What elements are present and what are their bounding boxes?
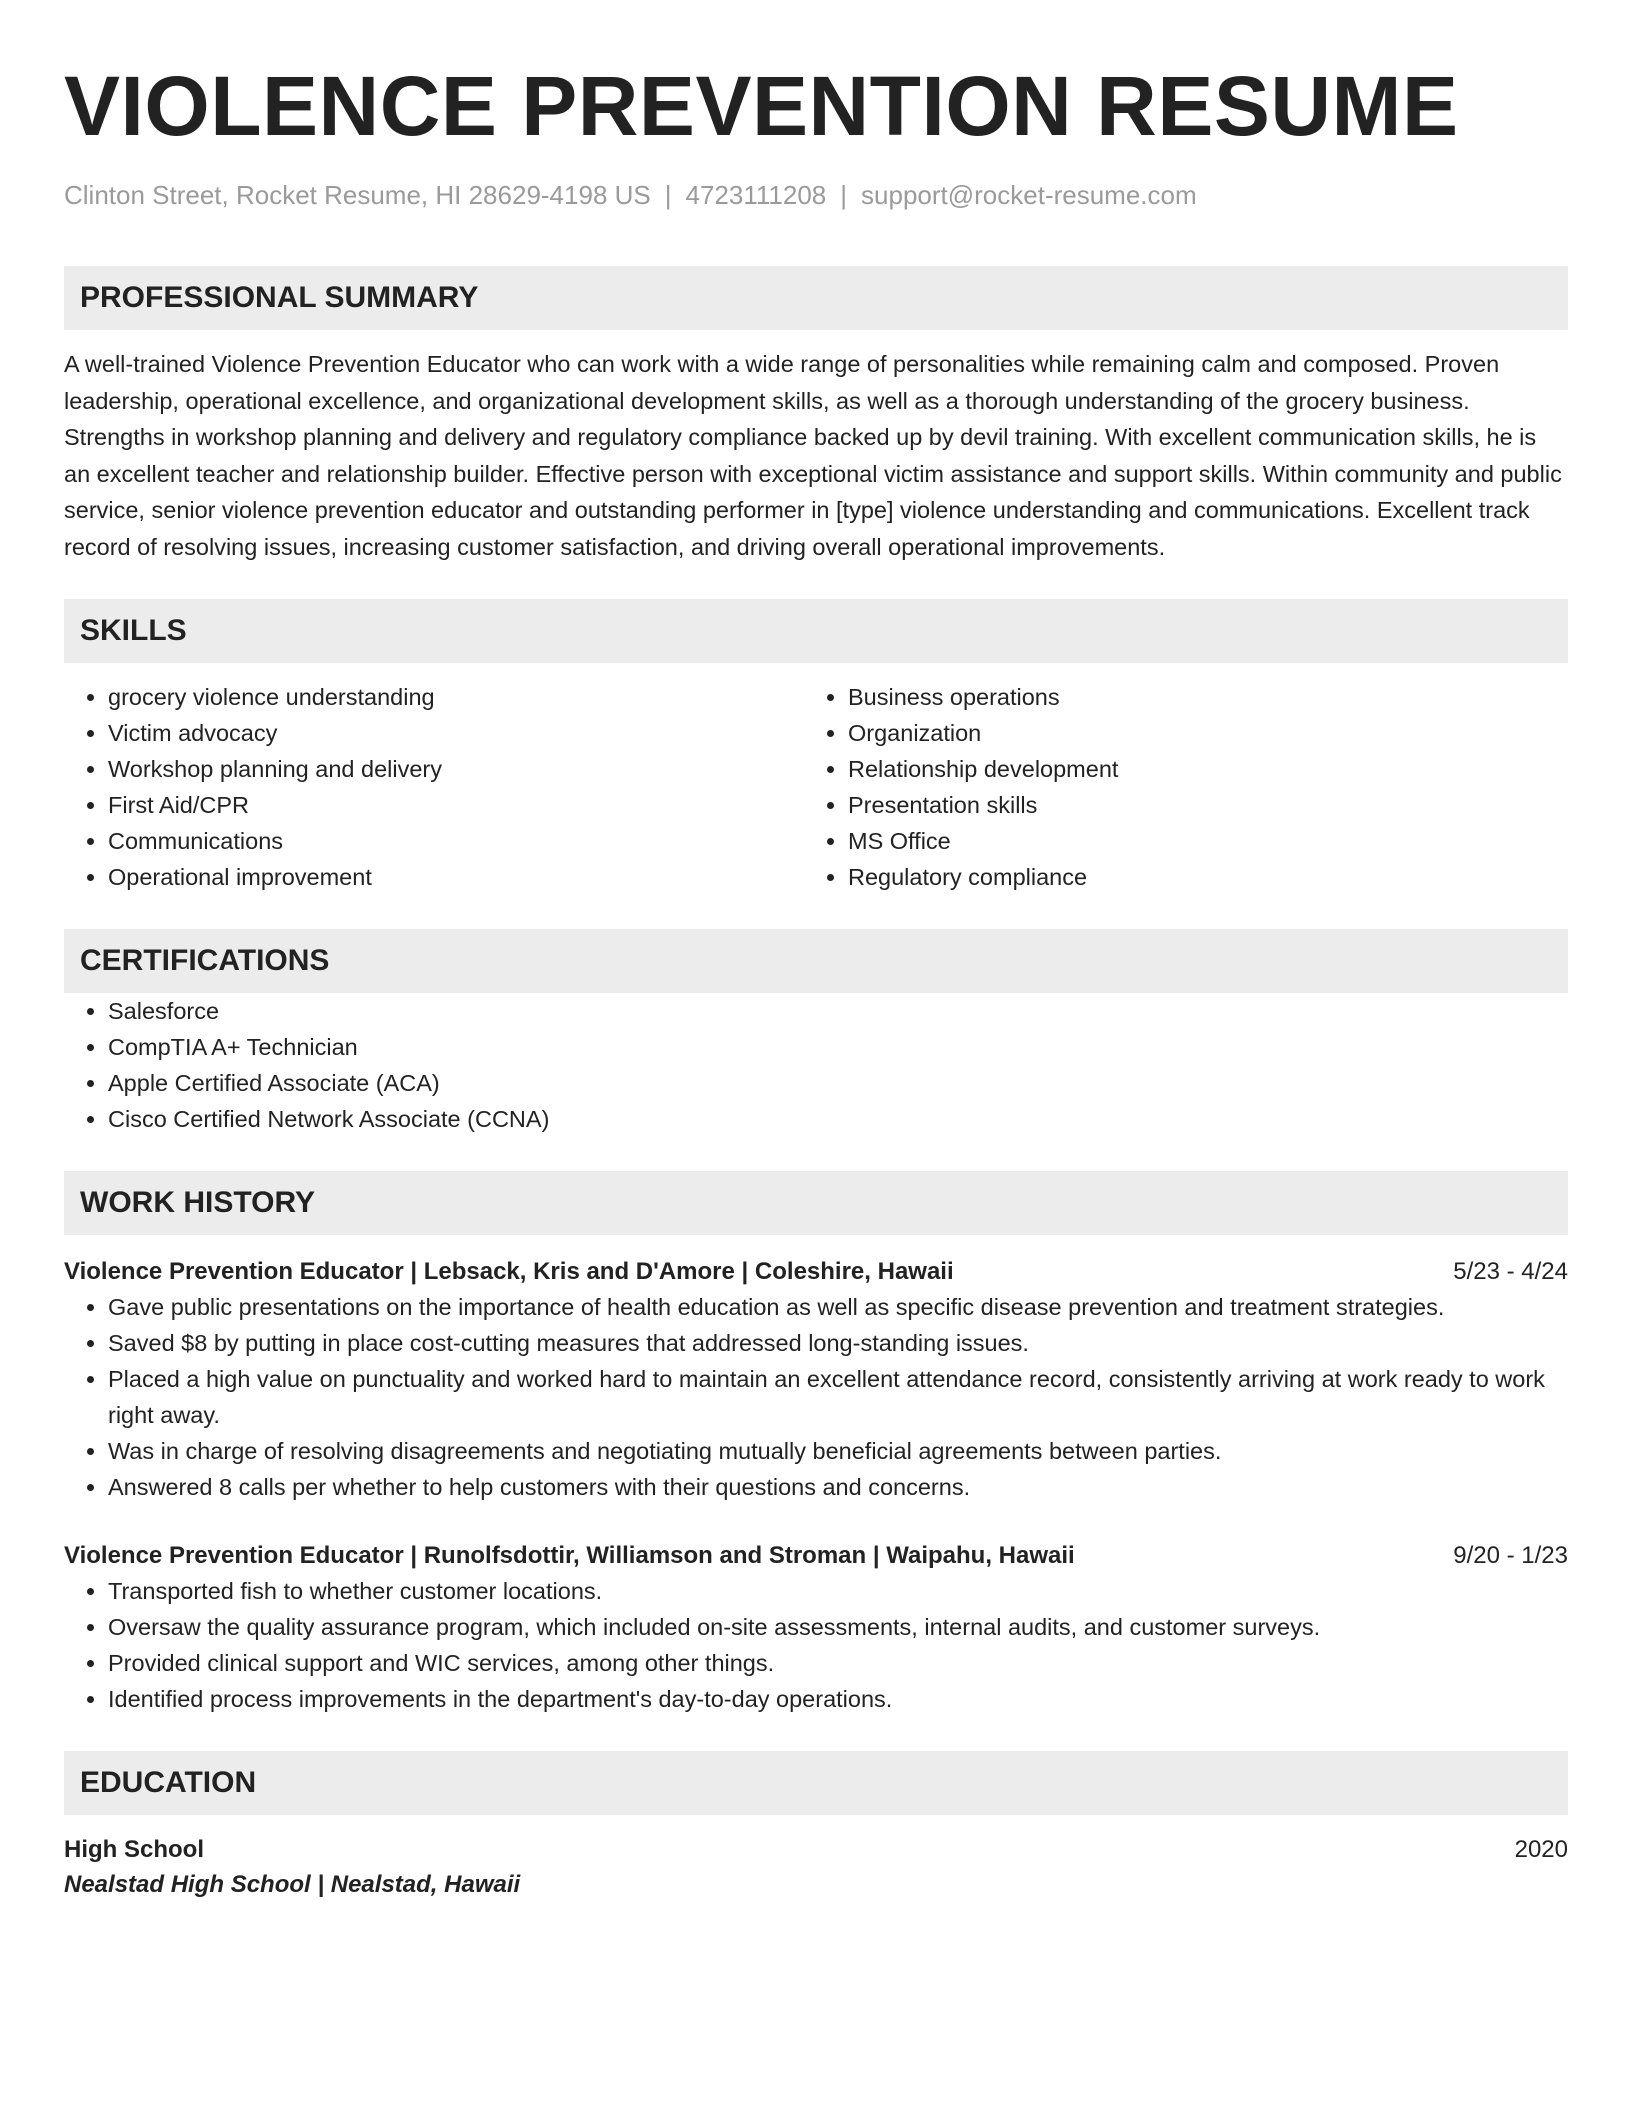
skill-item: • Communications bbox=[108, 823, 804, 859]
skill-item: • grocery violence understanding bbox=[108, 679, 804, 715]
skill-item: • Regulatory compliance bbox=[848, 859, 1568, 895]
job-bullet: • Saved $8 by putting in place cost-cutting measures that addressed long-standing issues. bbox=[108, 1325, 1568, 1361]
contact-email: support@rocket-resume.com bbox=[861, 180, 1197, 210]
section-heading-work-history: WORK HISTORY bbox=[64, 1171, 1568, 1235]
job-dates: 9/20 - 1/23 bbox=[1453, 1542, 1568, 1569]
job-bullet: • Provided clinical support and WIC services, among other things. bbox=[108, 1645, 1568, 1681]
section-heading-skills: SKILLS bbox=[64, 599, 1568, 663]
contact-line bbox=[64, 178, 1568, 212]
job-bullets bbox=[64, 1573, 1568, 1717]
certifications-list bbox=[64, 993, 1568, 1137]
job-bullet: • Identified process improvements in the department's day-to-day operations. bbox=[108, 1681, 1568, 1717]
certification-item: • Salesforce bbox=[108, 993, 1568, 1029]
certification-item: • Apple Certified Associate (ACA) bbox=[108, 1065, 1568, 1101]
job-bullet: • Oversaw the quality assurance program, which included on-site assessments, internal audits, and customer surveys. bbox=[108, 1609, 1568, 1645]
skill-item: • First Aid/CPR bbox=[108, 787, 804, 823]
skill-item: • Relationship development bbox=[848, 751, 1568, 787]
education-header bbox=[64, 1833, 1568, 1867]
skill-item: • Workshop planning and delivery bbox=[108, 751, 804, 787]
job-bullet: • Gave public presentations on the importance of health education as well as specific disease prevention and treatment strategies. bbox=[108, 1289, 1568, 1325]
summary-text: A well-trained Violence Prevention Educator who can work with a wide range of personalities while remaining calm and composed. Proven leadership, operational excellence, and organizational development skills, as well as a thorough understanding of the grocery business. Strengths in workshop planning and delivery and regulatory compliance backed up by devil training. With excellent communication skills, he is an excellent teacher and relationship builder. Effective person with exceptional victim assistance and support skills. Within community and public service, senior violence prevention educator and outstanding performer in [type] violence understanding and communications. Excellent track record of resolving issues, increasing customer satisfaction, and driving overall operational improvements. bbox=[64, 351, 1562, 560]
job-bullet: • Answered 8 calls per whether to help customers with their questions and concerns. bbox=[108, 1469, 1568, 1505]
skill-item: • Operational improvement bbox=[108, 859, 804, 895]
section-heading-education: EDUCATION bbox=[64, 1751, 1568, 1815]
section-heading-certifications: CERTIFICATIONS bbox=[64, 929, 1568, 993]
education-degree: High School bbox=[64, 1836, 204, 1863]
contact-separator: | bbox=[840, 180, 848, 210]
skill-item: • Presentation skills bbox=[848, 787, 1568, 823]
certification-item: • Cisco Certified Network Associate (CCNA) bbox=[108, 1101, 1568, 1137]
job-dates: 5/23 - 4/24 bbox=[1453, 1258, 1568, 1285]
job-bullet: • Placed a high value on punctuality and worked hard to maintain an excellent attendance record, consistently arriving at work ready to work right away. bbox=[108, 1361, 1568, 1433]
skill-item: • MS Office bbox=[848, 823, 1568, 859]
job-title: Violence Prevention Educator | Lebsack, Kris and D'Amore | Coleshire, Hawaii bbox=[64, 1258, 954, 1285]
skills-grid bbox=[64, 679, 1568, 895]
job-bullets bbox=[64, 1289, 1568, 1505]
education-year: 2020 bbox=[1514, 1836, 1568, 1863]
contact-phone: 4723111208 bbox=[685, 180, 827, 210]
skill-item: • Victim advocacy bbox=[108, 715, 804, 751]
job-header bbox=[64, 1539, 1568, 1573]
skill-item: • Business operations bbox=[848, 679, 1568, 715]
job-bullet: • Transported fish to whether customer locations. bbox=[108, 1573, 1568, 1609]
skills-list-right bbox=[804, 679, 1568, 895]
education-school: Nealstad High School | Nealstad, Hawaii bbox=[64, 1871, 521, 1898]
contact-separator: | bbox=[664, 180, 672, 210]
skill-item: • Organization bbox=[848, 715, 1568, 751]
job-bullet: • Was in charge of resolving disagreements and negotiating mutually beneficial agreements between parties. bbox=[108, 1433, 1568, 1469]
certification-item: • CompTIA A+ Technician bbox=[108, 1029, 1568, 1065]
skills-list-left bbox=[64, 679, 804, 895]
job-title: Violence Prevention Educator | Runolfsdottir, Williamson and Stroman | Waipahu, Hawaii bbox=[64, 1542, 1075, 1569]
resume-title: VIOLENCE PREVENTION RESUME bbox=[64, 59, 1459, 153]
job-header bbox=[64, 1255, 1568, 1289]
contact-address: Clinton Street, Rocket Resume, HI 28629-4198 US bbox=[64, 180, 651, 210]
section-heading-summary: PROFESSIONAL SUMMARY bbox=[64, 266, 1568, 330]
